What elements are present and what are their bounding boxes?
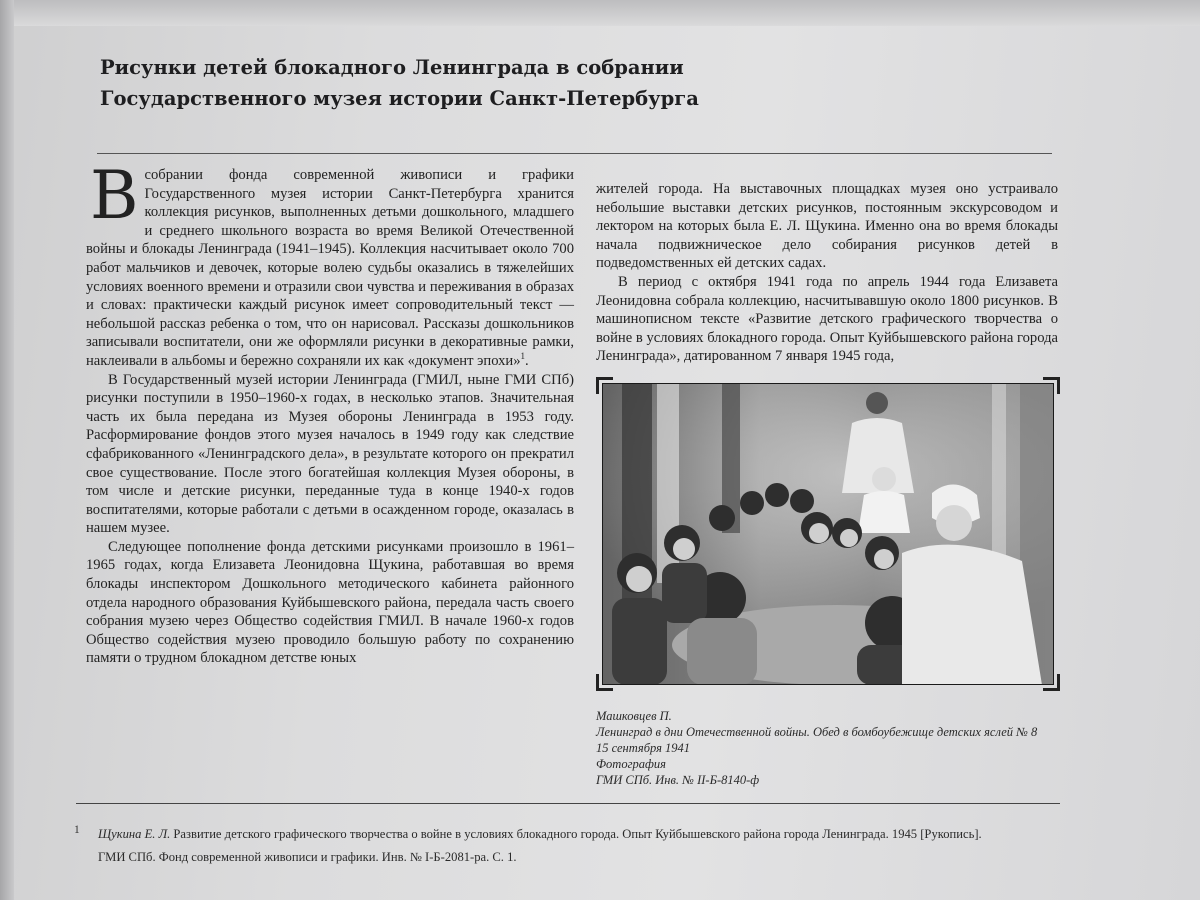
paragraph-intro-end: . — [525, 352, 529, 369]
footnote-line-1 — [98, 823, 1058, 846]
photo-caption — [596, 708, 1056, 788]
photo-frame — [596, 377, 1060, 691]
paragraph-intro — [86, 157, 574, 371]
page-top-shadow — [0, 0, 1200, 26]
caption-author: Машковцев П. — [596, 709, 672, 723]
article-title-line-2: Государственного музея истории Санкт-Петербурга — [100, 87, 699, 110]
caption-medium: Фотография — [596, 757, 666, 771]
footnote-rule — [76, 803, 1060, 804]
caption-inventory: ГМИ СПб. Инв. № II-Б-8140-ф — [596, 773, 760, 787]
paragraph-shchukina: Следующее пополнение фонда детскими рисунками произошло в 1961–1965 годах, когда Елизавета Леонидовна Щукина, работавшая во время блокады инспектором Дошкольного методического кабинета районного отдела народного образования Куйбышевского района, передала часть своего собрания музею через Общество содействия ГМИЛ. В начале 1960-х годов Общество содействия музею проводило большую работу по сохранению памяти о трудном блокадном детстве юных — [86, 538, 574, 667]
footnote-text-1: Развитие детского графического творчества о войне в условиях блокадного города. Опыт Куйбышевского района города Ленинграда. 1945 [Рукопись]. — [170, 827, 982, 841]
left-column — [86, 157, 574, 668]
footnote-author: Щукина Е. Л. — [98, 827, 171, 841]
page-binding-edge — [0, 0, 14, 900]
footnote-line-2: ГМИ СПб. Фонд современной живописи и графики. Инв. № I-Б-2081-ра. С. 1. — [98, 850, 517, 864]
drop-cap: В — [90, 157, 139, 234]
paragraph-intro-text: собрании фонда современной живописи и графики Государственного музея истории Санкт-Петербурга хранится коллекция рисунков, выполненных детьми дошкольного, младшего и среднего школьного возраста во время Великой Отечественной войны и блокады Ленинграда (1941–1945). Коллекция насчитывает около 700 работ мальчиков и девочек, которые волею судьбы оказались в тяжелейших условиях военного времени и отразили свои чувства и переживания в образах и словах: практически каждый рисунок имеет сопроводительный текст — небольшой рассказ ребенка о том, что он нарисовал. Рассказы дошкольников записывали воспитатели, они же оформляли рисунки в декоративные рамки, наклеивали в альбомы и бережно сохраняли их как «документ эпохи» — [86, 167, 574, 369]
caption-date: 15 сентября 1941 — [596, 741, 691, 755]
footnote-number: 1 — [74, 824, 80, 836]
paragraph-collection: В период с октября 1941 года по апрель 1944 года Елизавета Леонидовна собрала коллекцию, насчитывавшую около 1800 рисунков. В машинописном тексте «Развитие детского графического творчества о войне в условиях блокадного города. Опыт Куйбышевского района города Ленинграда», датированном 7 января 1945 года, — [596, 273, 1058, 365]
paragraph-gmil: В Государственный музей истории Ленинграда (ГМИЛ, ныне ГМИ СПб) рисунки поступили в 1950–1960-х годах, в несколько этапов. Значительная часть их была передана из Музея обороны Ленинграда в 1953 году. Расформирование фондов этого музея началось в 1949 году как следствие сфабрикованного «Ленинградского дела», в результате которого он прекратил свое существование. После этого богатейшая коллекция Музея обороны, в том числе и детские рисунки, переданные туда в конце 1940-х годов воспитателями, которые работали с детьми в осажденном городе, оказалась в нашем музее. — [86, 371, 574, 537]
historical-photo — [602, 383, 1054, 685]
caption-title: Ленинград в дни Отечественной войны. Обед в бомбоубежище детских яслей № 8 — [596, 725, 1038, 739]
article-title — [100, 52, 1060, 114]
article-title-line-1: Рисунки детей блокадного Ленинграда в собрании — [100, 56, 684, 79]
footnote — [98, 823, 1058, 869]
title-rule — [97, 153, 1052, 154]
paragraph-exhibitions: жителей города. На выставочных площадках музея оно устраивало небольшие выставки детских рисунков, постоянным экскурсоводом и лектором на которых была Е. Л. Щукина. Именно она во время блокады начала подвижническое дело собирания рисунков детей в подведомственных ей детских садах. — [596, 181, 1058, 272]
footnote-ref: 1 — [520, 351, 526, 362]
right-column — [596, 180, 1058, 366]
